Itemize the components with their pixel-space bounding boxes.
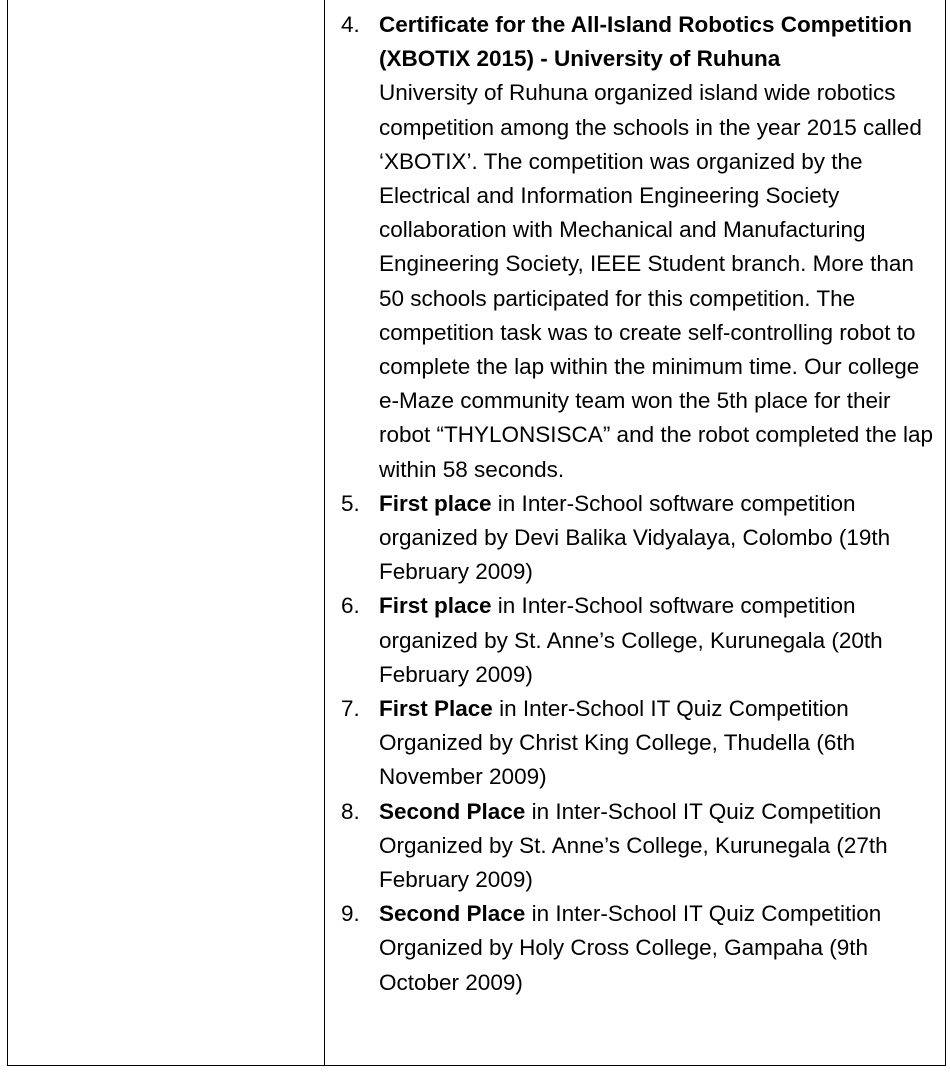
item-text: in Inter-School IT Quiz Competition Organized by Christ King College, Thudella (6th November 2009) <box>379 696 856 790</box>
table-row <box>8 0 946 1066</box>
item-bold-label: First place <box>379 593 492 619</box>
list-item <box>325 8 945 487</box>
item-text: in Inter-School IT Quiz Competition Organized by Holy Cross College, Gampaha (9th October 2009) <box>379 901 882 995</box>
achievements-table <box>7 0 946 1066</box>
list-item <box>325 589 945 692</box>
list-item <box>325 692 945 795</box>
achievement-list <box>325 8 945 1000</box>
item-text: in Inter-School IT Quiz Competition Organized by St. Anne’s College, Kurunegala (27th February 2009) <box>379 798 888 893</box>
item-bold-label: First place <box>379 490 492 516</box>
item-number: 7. <box>341 696 360 722</box>
list-item <box>325 897 945 1000</box>
item-heading: Certificate for the All-Island Robotics Competition (XBOTIX 2015) - University of Ruhuna <box>379 12 912 72</box>
item-number: 4. <box>341 12 360 37</box>
item-number: 9. <box>341 901 360 927</box>
item-bold-label: First Place <box>379 696 493 722</box>
list-item <box>325 487 945 590</box>
item-bold-label: Second Place <box>379 798 526 824</box>
item-text: in Inter-School software competition organized by Devi Balika Vidyalaya, Colombo (19th February 2009) <box>379 490 891 585</box>
list-item <box>325 795 945 898</box>
right-cell <box>325 0 946 1066</box>
item-body: University of Ruhuna organized island wide robotics competition among the schools in the year 2015 called ‘XBOTIX’. The competition was organized by the Electrical and Information Engineering Society collaboration with Mechanical and Manufacturing Engineering Society, IEEE Student branch. More than 50 schools participated for this competition. The competition task was to create self-controlling robot to complete the lap within the minimum time. Our college e-Maze community team won the 5th place for their robot “THYLONSISCA” and the robot completed the lap within 58 seconds. <box>379 80 934 482</box>
item-bold-label: Second Place <box>379 901 526 927</box>
item-number: 8. <box>341 798 360 824</box>
item-text: in Inter-School software competition organized by St. Anne’s College, Kurunegala (20th February 2009) <box>379 593 883 687</box>
left-cell <box>8 0 325 1066</box>
item-number: 5. <box>341 490 360 516</box>
item-number: 6. <box>341 593 360 619</box>
